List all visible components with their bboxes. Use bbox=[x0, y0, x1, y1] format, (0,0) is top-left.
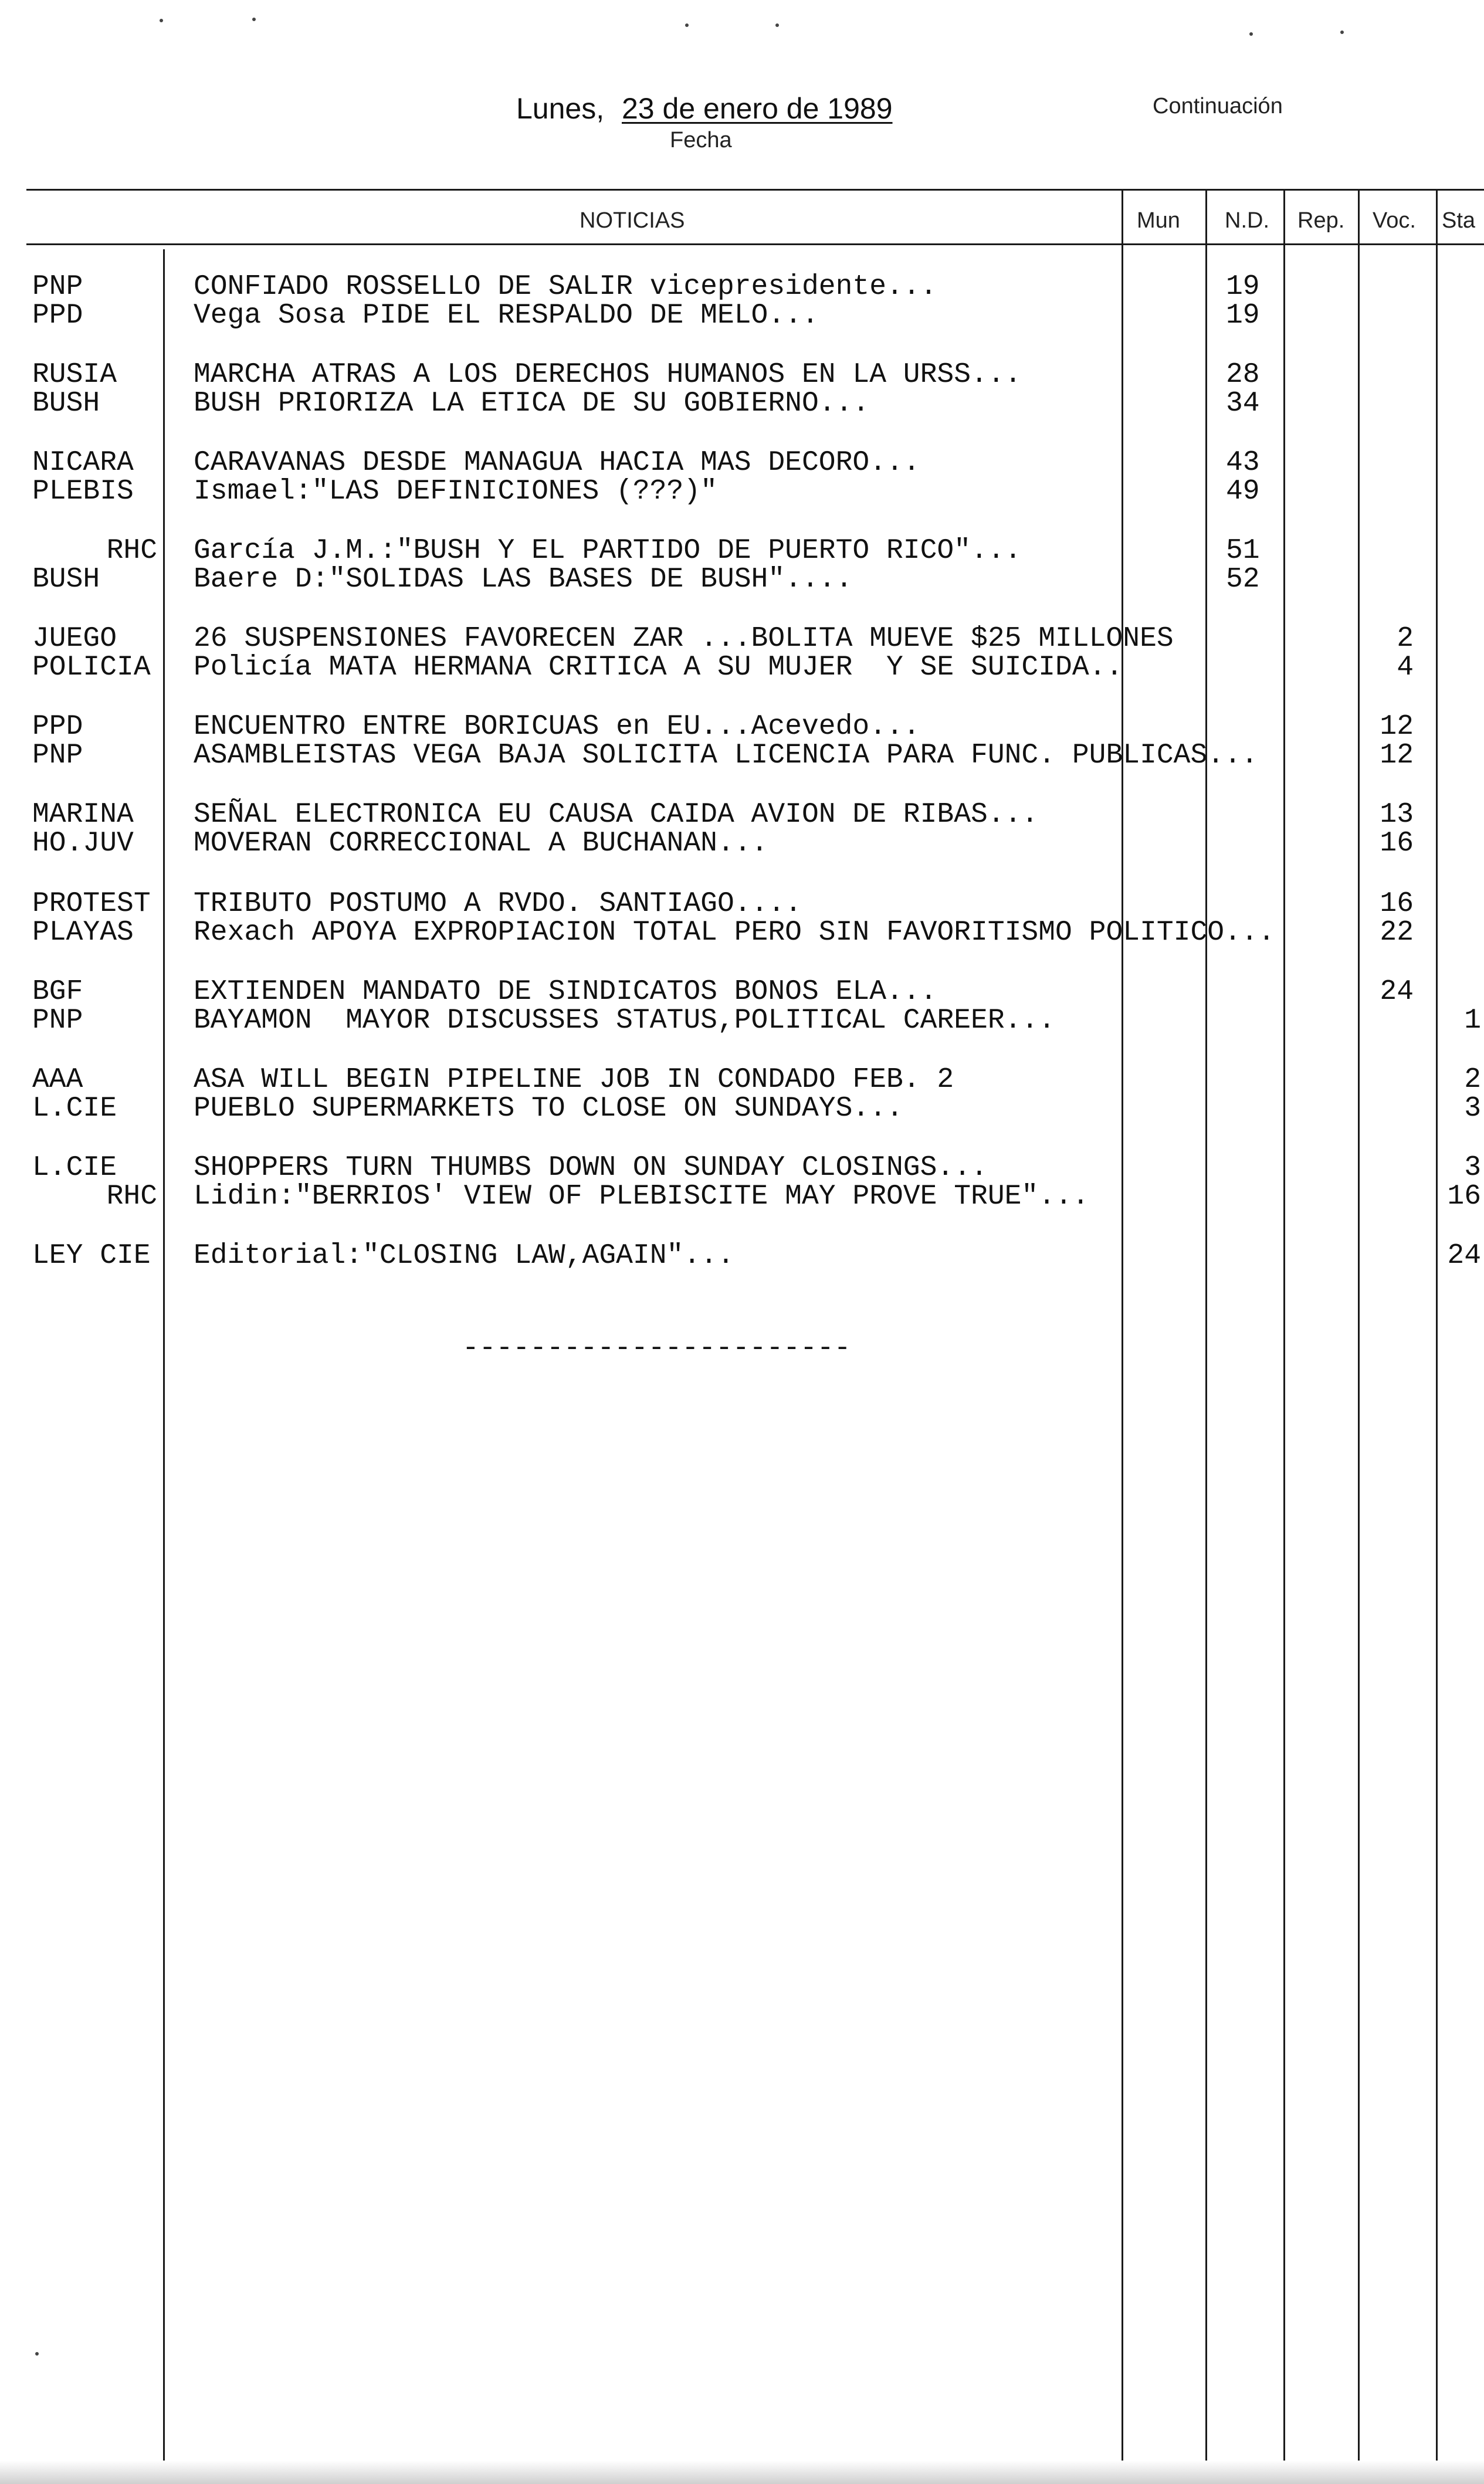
row-headline: 26 SUSPENSIONES FAVORECEN ZAR ...BOLITA MUEVE $25 MILLONES bbox=[194, 623, 1174, 655]
row-category: L.CIE bbox=[32, 1093, 117, 1124]
table-header-rule bbox=[26, 243, 1484, 245]
row-headline: SHOPPERS TURN THUMBS DOWN ON SUNDAY CLOSINGS... bbox=[194, 1152, 988, 1184]
row-category: MARINA bbox=[32, 799, 134, 831]
row-category: LEY CIE bbox=[32, 1240, 151, 1272]
row-headline: ASAMBLEISTAS VEGA BAJA SOLICITA LICENCIA PARA FUNC. PUBLICAS... bbox=[194, 740, 1258, 771]
row-voc-page: 12 bbox=[1380, 740, 1414, 771]
row-category: JUEGO bbox=[32, 623, 117, 655]
row-headline: TRIBUTO POSTUMO A RVDO. SANTIAGO.... bbox=[194, 888, 802, 920]
row-headline: MARCHA ATRAS A LOS DERECHOS HUMANOS EN LA URSS... bbox=[194, 359, 1022, 391]
scan-speck bbox=[775, 23, 779, 27]
date-label: Fecha bbox=[670, 128, 732, 153]
row-nd-page: 52 bbox=[1226, 564, 1260, 595]
row-category: RHC bbox=[106, 535, 157, 567]
row-voc-page: 2 bbox=[1397, 623, 1414, 655]
row-headline: CONFIADO ROSSELLO DE SALIR vicepresidente... bbox=[194, 271, 937, 303]
row-headline: PUEBLO SUPERMARKETS TO CLOSE ON SUNDAYS... bbox=[194, 1093, 903, 1124]
col-header-nd: N.D. bbox=[1225, 208, 1269, 233]
scan-speck bbox=[1340, 31, 1344, 34]
scan-speck bbox=[160, 19, 163, 22]
row-voc-page: 16 bbox=[1380, 828, 1414, 859]
col-header-news: NOTICIAS bbox=[580, 208, 685, 233]
row-voc-page: 13 bbox=[1380, 799, 1414, 831]
row-category: NICARA bbox=[32, 447, 134, 479]
row-headline: CARAVANAS DESDE MANAGUA HACIA MAS DECORO... bbox=[194, 447, 920, 479]
row-category: BGF bbox=[32, 976, 83, 1008]
row-category: POLICIA bbox=[32, 652, 151, 683]
row-category: PPD bbox=[32, 711, 83, 743]
row-category: BUSH bbox=[32, 388, 100, 419]
row-category: PNP bbox=[32, 1005, 83, 1036]
date-value: 23 de enero de 1989 bbox=[622, 92, 893, 125]
row-category: PROTEST bbox=[32, 888, 151, 920]
row-category: RUSIA bbox=[32, 359, 117, 391]
row-sta-page: 24 bbox=[1447, 1240, 1481, 1272]
scan-speck bbox=[35, 2352, 39, 2356]
scan-speck bbox=[1249, 32, 1253, 36]
row-nd-page: 49 bbox=[1226, 476, 1260, 507]
row-headline: Policía MATA HERMANA CRITICA A SU MUJER Y SE SUICIDA.. bbox=[194, 652, 1123, 683]
row-category: AAA bbox=[32, 1064, 83, 1096]
row-category: L.CIE bbox=[32, 1152, 117, 1184]
row-headline: Baere D:"SOLIDAS LAS BASES DE BUSH".... bbox=[194, 564, 853, 595]
row-voc-page: 16 bbox=[1380, 888, 1414, 920]
row-headline: MOVERAN CORRECCIONAL A BUCHANAN... bbox=[194, 828, 768, 859]
col-header-rep: Rep. bbox=[1297, 208, 1345, 233]
row-headline: ENCUENTRO ENTRE BORICUAS en EU...Acevedo... bbox=[194, 711, 920, 743]
col-header-sta: Sta bbox=[1442, 208, 1476, 233]
continuation-label: Continuación bbox=[1153, 94, 1283, 118]
row-headline: SEÑAL ELECTRONICA EU CAUSA CAIDA AVION DE RIBAS... bbox=[194, 799, 1039, 831]
scan-bottom-shadow bbox=[0, 2461, 1484, 2484]
row-category: RHC bbox=[106, 1181, 157, 1212]
row-voc-page: 22 bbox=[1380, 917, 1414, 948]
row-nd-page: 19 bbox=[1226, 300, 1260, 331]
row-headline: Vega Sosa PIDE EL RESPALDO DE MELO... bbox=[194, 300, 819, 331]
row-headline: Lidin:"BERRIOS' VIEW OF PLEBISCITE MAY PROVE TRUE"... bbox=[194, 1181, 1089, 1212]
table-divider-sta bbox=[1436, 189, 1438, 2484]
row-sta-page: 2 bbox=[1464, 1064, 1481, 1096]
row-category: PLEBIS bbox=[32, 476, 134, 507]
row-category: PNP bbox=[32, 740, 83, 771]
row-category: HO.JUV bbox=[32, 828, 134, 859]
row-nd-page: 28 bbox=[1226, 359, 1260, 391]
row-nd-page: 51 bbox=[1226, 535, 1260, 567]
row-voc-page: 24 bbox=[1380, 976, 1414, 1008]
row-sta-page: 3 bbox=[1464, 1152, 1481, 1184]
date-day: Lunes, bbox=[516, 92, 605, 125]
table-divider-nd bbox=[1205, 189, 1207, 2484]
table-divider-voc bbox=[1358, 189, 1360, 2484]
row-sta-page: 1 bbox=[1464, 1005, 1481, 1036]
table-top-rule bbox=[26, 189, 1484, 191]
row-category: BUSH bbox=[32, 564, 100, 595]
row-sta-page: 16 bbox=[1447, 1181, 1481, 1212]
row-category: PNP bbox=[32, 271, 83, 303]
row-category: PLAYAS bbox=[32, 917, 134, 948]
table-divider-category bbox=[163, 249, 165, 2484]
scan-speck bbox=[685, 23, 689, 27]
row-headline: García J.M.:"BUSH Y EL PARTIDO DE PUERTO RICO"... bbox=[194, 535, 1022, 567]
row-headline: Editorial:"CLOSING LAW,AGAIN"... bbox=[194, 1240, 734, 1272]
row-headline: BUSH PRIORIZA LA ETICA DE SU GOBIERNO... bbox=[194, 388, 870, 419]
row-voc-page: 4 bbox=[1397, 652, 1414, 683]
row-headline: BAYAMON MAYOR DISCUSSES STATUS,POLITICAL CAREER... bbox=[194, 1005, 1056, 1036]
scan-speck bbox=[252, 18, 256, 21]
row-sta-page: 3 bbox=[1464, 1093, 1481, 1124]
row-voc-page: 12 bbox=[1380, 711, 1414, 743]
row-nd-page: 19 bbox=[1226, 271, 1260, 303]
row-headline: Rexach APOYA EXPROPIACION TOTAL PERO SIN FAVORITISMO POLITICO... bbox=[194, 917, 1275, 948]
end-separator: ----------------------- bbox=[462, 1333, 851, 1364]
col-header-mun: Mun bbox=[1137, 208, 1180, 233]
table-divider-mun bbox=[1122, 189, 1123, 2484]
row-headline: ASA WILL BEGIN PIPELINE JOB IN CONDADO FEB. 2 bbox=[194, 1064, 954, 1096]
row-headline: Ismael:"LAS DEFINICIONES (???)" bbox=[194, 476, 717, 507]
row-nd-page: 43 bbox=[1226, 447, 1260, 479]
col-header-voc: Voc. bbox=[1373, 208, 1416, 233]
table-divider-rep bbox=[1283, 189, 1285, 2484]
row-nd-page: 34 bbox=[1226, 388, 1260, 419]
row-headline: EXTIENDEN MANDATO DE SINDICATOS BONOS ELA... bbox=[194, 976, 937, 1008]
row-category: PPD bbox=[32, 300, 83, 331]
